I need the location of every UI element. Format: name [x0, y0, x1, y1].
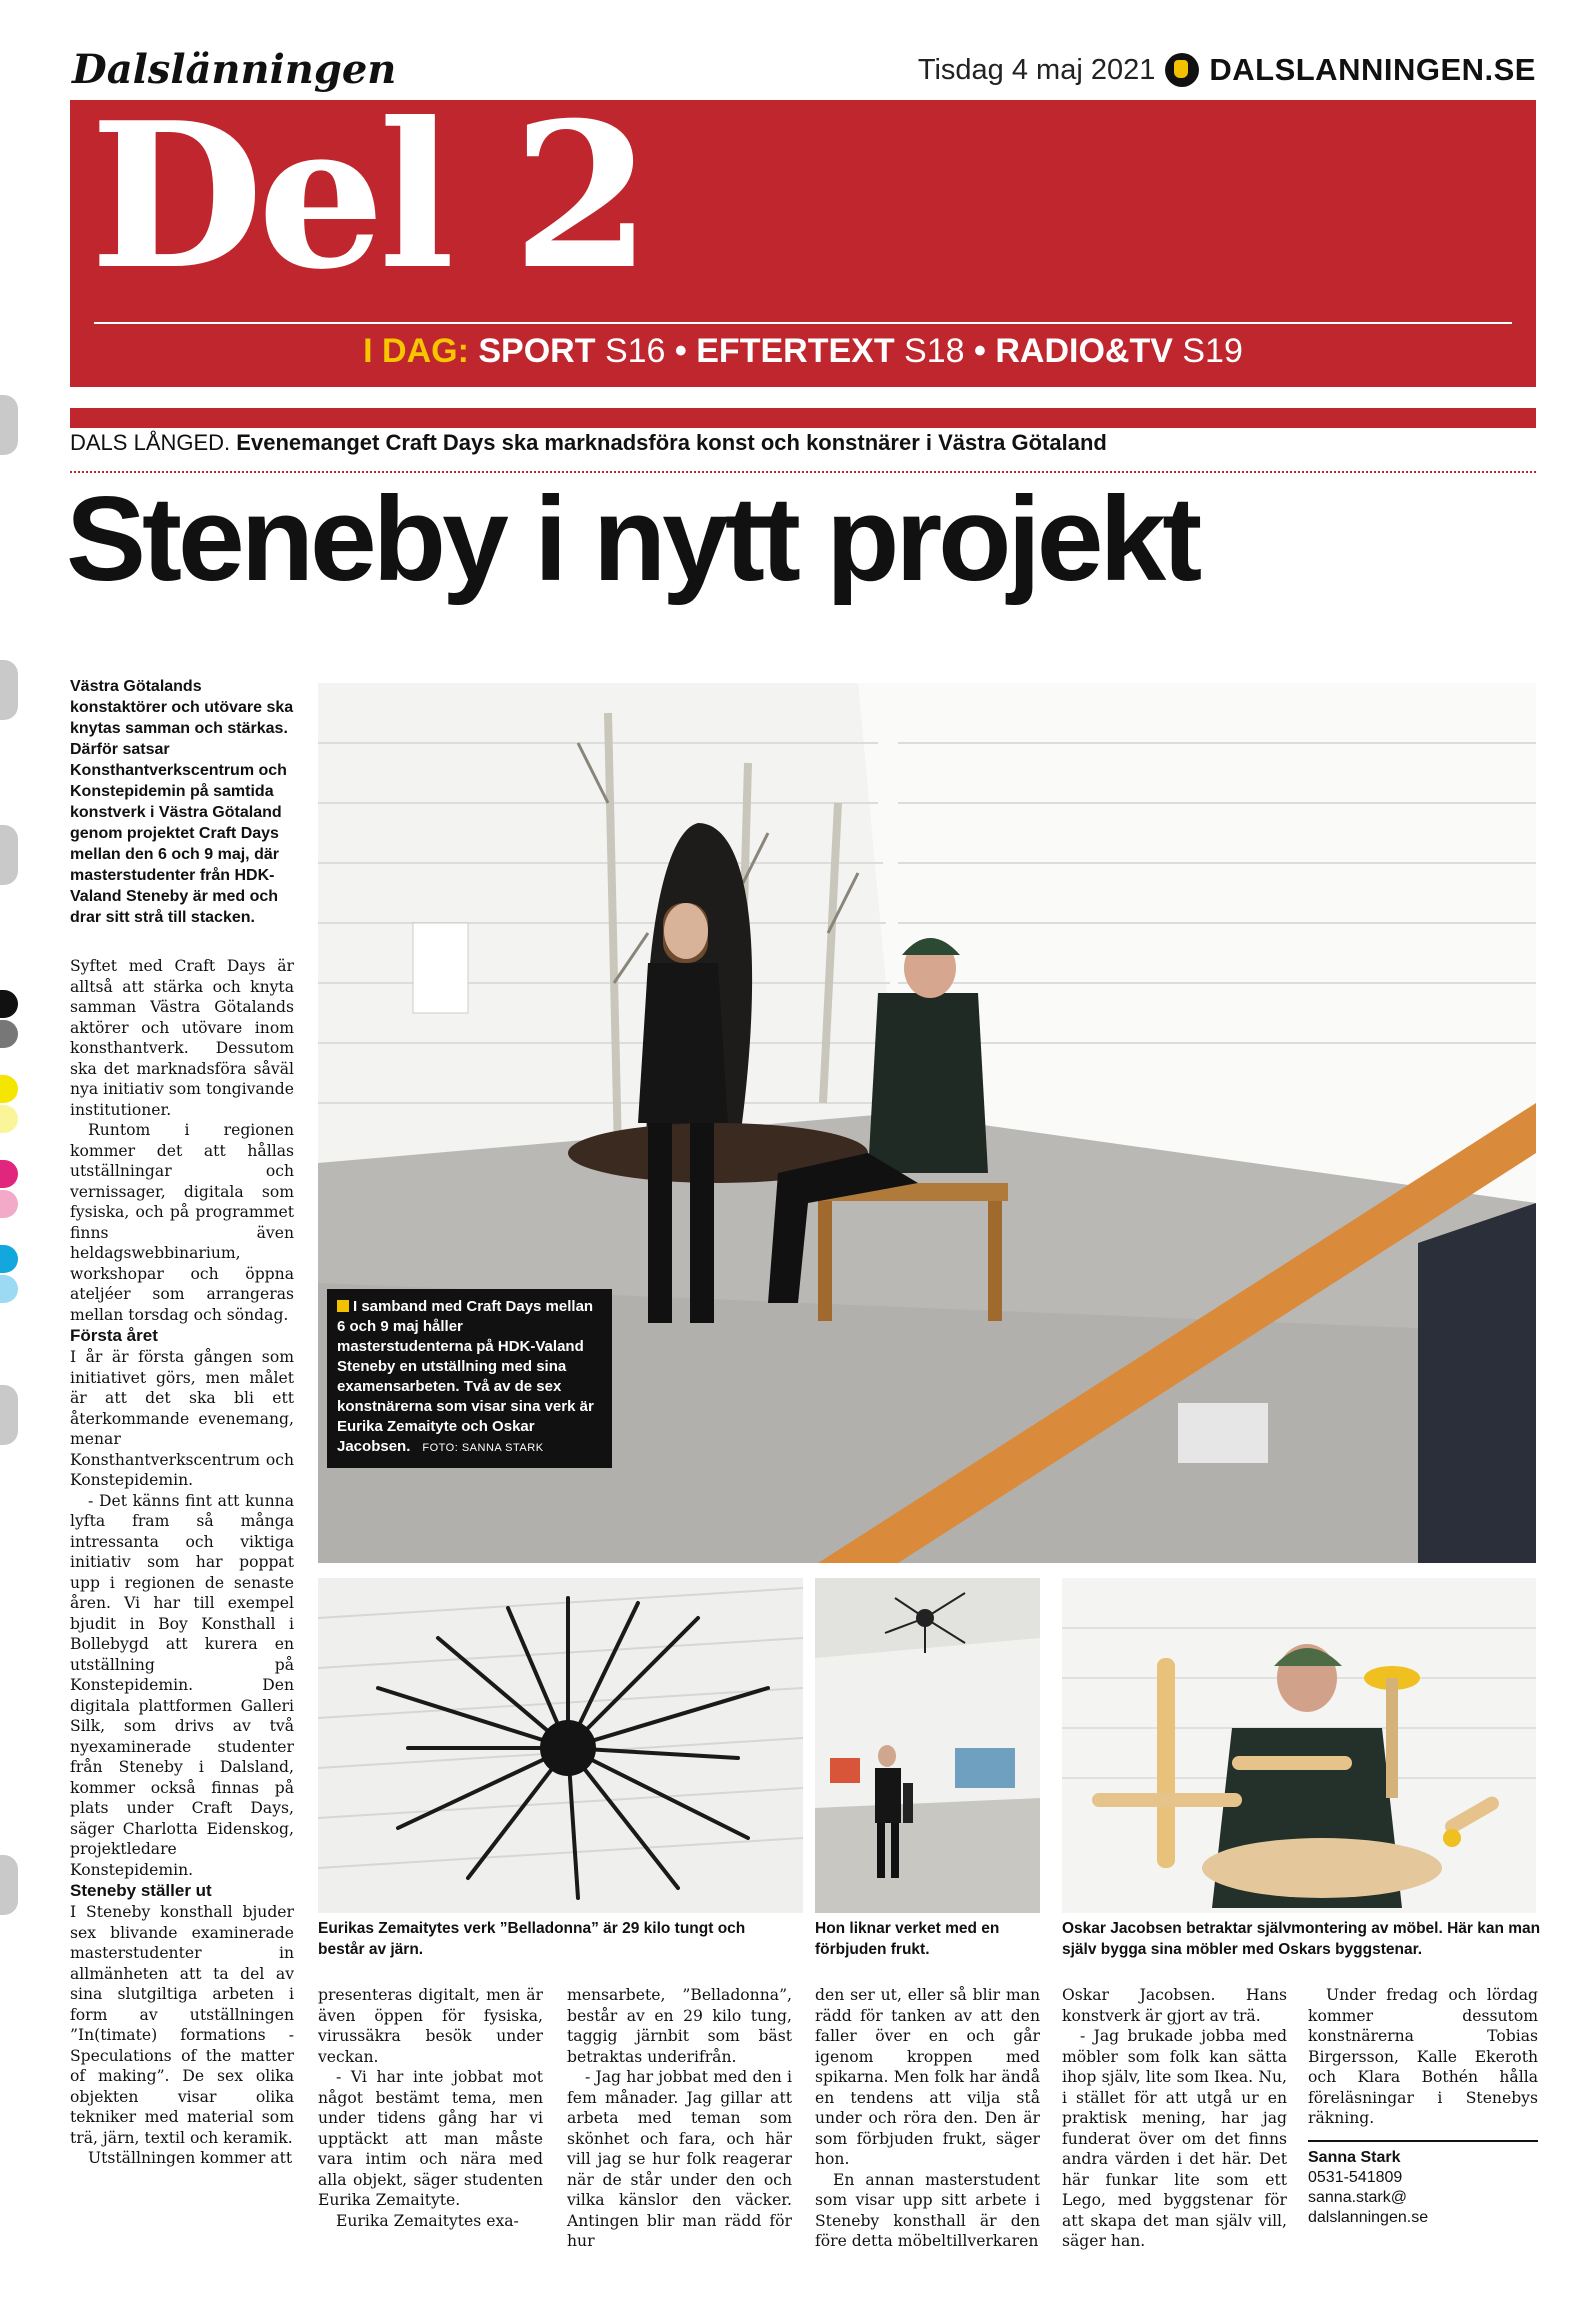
paper-name-logo: Dalslänningen	[72, 46, 397, 93]
body-paragraph: - Det känns fint att kunna lyfta fram så många intressanta och viktiga initiativ som har poppat upp i regionen de senaste åren. Vi har till exempel bjudit in Boy Konsthall i Bollebygd att kurera en utställning på Konstepidemin. Den digitala plattformen Galleri Silk, som drivs av två nyexaminerade studenter från Steneby i Dalsland, kommer också finnas på plats under Craft Days, säger Charlotta Eidenskog, projektledare Konstepidemin.	[70, 1491, 294, 1879]
teaser-section: SPORT	[478, 332, 596, 370]
body-paragraph: Eurika Zemaitytes exa-	[336, 2211, 519, 2230]
registration-mark	[0, 1385, 18, 1445]
body-paragraph: Oskar Jacobsen. Hans konstverk är gjort av trä.	[1062, 1986, 1287, 2025]
teaser-separator: •	[674, 332, 687, 370]
body-paragraph: Syftet med Craft Days är alltså att stärka och knyta samman Västra Götalands aktörer och utövare inom konsthantverk. Dessutom ska det marknadsföra såväl nya initiativ som tongivande institutioner.	[70, 957, 294, 1119]
masthead-dateline	[918, 52, 1536, 88]
text-column-6	[1308, 1985, 1538, 2129]
kicker-place: DALS LÅNGED.	[70, 430, 231, 455]
spiky-sculpture-illustration	[318, 1578, 803, 1913]
teaser-page: S18	[904, 332, 965, 370]
body-paragraph: Under fredag och lördag kommer dessutom konstnärerna Tobias Birgersson, Kalle Ekeroth och Klara Bothén hålla föreläsningar i Stenebys räkning.	[1308, 1986, 1538, 2127]
body-paragraph: I Steneby konsthall bjuder sex blivande examinerade masterstudenter in allmänheten att ta del av sina slutgiltiga arbeten i form av utställningen ”In(timate) formations - Speculations of the matter of making”. De sex olika objekten visar olika tekniker med material som trä, järn, textil och keramik.	[70, 1903, 294, 2147]
registration-mark-lightyellow	[0, 1105, 18, 1133]
registration-mark	[0, 660, 18, 720]
furniture-builder-illustration	[1062, 1578, 1536, 1913]
registration-mark-magenta	[0, 1160, 18, 1188]
banner-divider	[94, 322, 1512, 324]
teaser-separator: •	[974, 332, 986, 370]
text-column-1	[70, 676, 294, 2169]
teaser-section: EFTERTEXT	[696, 332, 895, 370]
registration-mark-grey	[0, 1020, 18, 1048]
caption-marker-icon	[337, 1300, 349, 1312]
photo-credit: FOTO: SANNA STARK	[422, 1442, 544, 1454]
teaser-lead: I DAG:	[363, 332, 469, 370]
registration-mark	[0, 1855, 18, 1915]
subhead: Steneby ställer ut	[70, 1881, 212, 1900]
body-paragraph: Runtom i regionen kommer det att hållas utställningar och vernissager, digitala som fysiska, och på programmet finns även heldagswebbinarium, workshopar och öppna ateljéer som arrangeras mellan torsdag och söndag.	[70, 1121, 294, 1324]
pointing-hand-icon	[1165, 53, 1199, 87]
registration-mark-yellow	[0, 1075, 18, 1103]
body-paragraph: presenteras digitalt, men är även öppen för fysiska, virussäkra besök under veckan.	[318, 1986, 543, 2066]
sculpture-caption: Eurikas Zemaitytes verk ”Belladonna” är 29 kilo tungt och består av järn.	[318, 1920, 746, 1958]
text-column-5	[1062, 1985, 1287, 2252]
registration-mark-black	[0, 990, 18, 1018]
body-paragraph: Utställningen kommer att	[88, 2149, 293, 2167]
main-caption-text: I samband med Craft Days mellan 6 och 9 maj håller masterstudenterna på HDK-Valand Steneby en utställning med sina examensarbeten. Två av de sex konstnärerna som visar sina verk är Eurika Zemaityte och Oskar Jacobsen.	[337, 1298, 594, 1455]
site-url: DALSLANNINGEN.SE	[1209, 52, 1536, 87]
furniture-photo	[1062, 1578, 1536, 1913]
body-paragraph: I år är första gången som initiativet görs, men målet är att det ska bli ett återkommande evenemang, menar Konsthantverkscentrum och Konstepidemin.	[70, 1348, 294, 1489]
today-teaser	[70, 332, 1536, 371]
section-title: Del 2	[90, 79, 646, 314]
author-email[interactable]: sanna.stark@	[1308, 2189, 1407, 2206]
author-email-domain[interactable]: dalslanningen.se	[1308, 2209, 1429, 2226]
banner-underbar	[70, 408, 1536, 428]
body-paragraph: - Jag brukade jobba med möbler som folk kan sätta ihop själv, lite som Ikea. Nu, i stället för att utgå ur en praktisk mening, har jag funderat över om det finns andra värden i det här. Det här funkar lite som ett Lego, med byggstenar för att skapa det man själv vill, säger han.	[1062, 2027, 1287, 2250]
gallery-visitor-illustration	[815, 1578, 1040, 1913]
author-phone: 0531-541809	[1308, 2169, 1403, 2186]
issue-date: Tisdag 4 maj 2021	[917, 53, 1156, 86]
text-column-4	[815, 1985, 1040, 2252]
teaser-section: RADIO&TV	[995, 332, 1173, 370]
registration-mark	[0, 825, 18, 885]
body-paragraph: den ser ut, eller så blir man rädd för tanken av att den faller över en och går igenom kroppen med spikarna. Men folk har ändå en tendens att vilja stå under och röra den. Den är som förbjuden frukt, säger hon.	[815, 1986, 1040, 2168]
sculpture-photo	[318, 1578, 803, 1913]
teaser-page: S19	[1182, 332, 1243, 370]
registration-mark-cyan	[0, 1245, 18, 1273]
byline	[1308, 2140, 1538, 2228]
text-column-2	[318, 1985, 543, 2231]
visitor-caption: Hon liknar verket med en förbjuden frukt.	[815, 1920, 1000, 1958]
text-column-3	[567, 1985, 792, 2252]
section-banner	[70, 79, 1536, 387]
registration-mark-pink	[0, 1190, 18, 1218]
body-paragraph: - Vi har inte jobbat mot något bestämt tema, men under tidens gång har vi upptäckt att man måste vara intim och nära med alla objekt, säger studenten Eurika Zemaityte.	[318, 2068, 543, 2209]
subhead: Första året	[70, 1326, 158, 1345]
gallery-visitor-photo	[815, 1578, 1040, 1913]
ingress: Västra Götalands konstaktörer och utövare ska knytas samman och stärkas. Därför satsar Konsthantverkscentrum och Konstepidemin på samtida konstverk i Västra Götaland genom projektet Craft Days mellan den 6 och 9 maj, där masterstudenter från HDK-Valand Steneby är med och drar sitt strå till stacken.	[70, 678, 294, 926]
registration-mark-lightcyan	[0, 1275, 18, 1303]
kicker	[70, 430, 1107, 456]
body-paragraph: - Jag har jobbat med den i fem månader. Jag gillar att arbeta med teman som skönhet och fara, och här vill jag se hur folk reagerar när de står under den och vilka känslor den väcker. Antingen blir man rädd för hur	[567, 2068, 792, 2250]
registration-mark	[0, 395, 18, 455]
kicker-lede: Evenemanget Craft Days ska marknadsföra konst och konstnärer i Västra Götaland	[236, 430, 1107, 455]
body-paragraph: mensarbete, ”Belladonna”, består av en 29 kilo tung, taggig järnbit som bäst betraktas underifrån.	[567, 1986, 792, 2066]
furniture-caption: Oskar Jacobsen betraktar självmontering av möbel. Här kan man själv bygga sina möbler med Oskars byggstenar.	[1062, 1920, 1541, 1958]
body-paragraph: En annan masterstudent som visar upp sitt arbete i Steneby konsthall är den före detta möbeltillverkaren	[815, 2170, 1040, 2250]
headline: Steneby i nytt projekt	[66, 472, 1199, 606]
author-name: Sanna Stark	[1308, 2149, 1401, 2166]
teaser-page: S16	[604, 332, 666, 370]
main-photo-caption	[327, 1289, 612, 1468]
